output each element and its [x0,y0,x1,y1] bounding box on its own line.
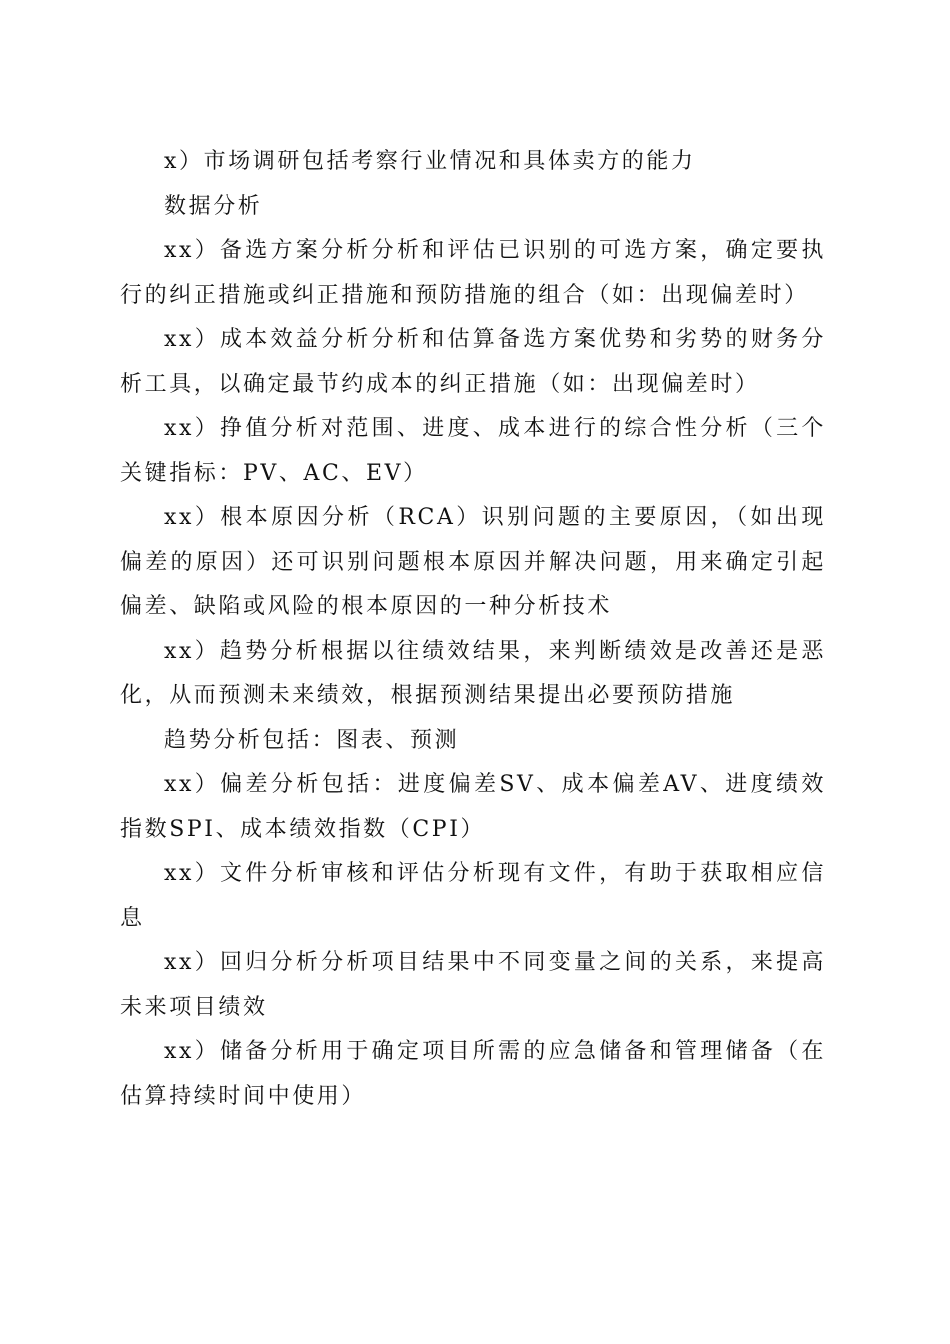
paragraph-root-cause-analysis: xx）根本原因分析（RCA）识别问题的主要原因，（如出现偏差的原因）还可识别问题根本原因并解决问题，用来确定引起偏差、缺陷或风险的根本原因的一种分析技术 [120,505,826,619]
paragraph-earned-value-analysis: xx）挣值分析对范围、进度、成本进行的综合性分析（三个关键指标：PV、AC、EV） [120,416,826,486]
paragraph-reserve-analysis: xx）储备分析用于确定项目所需的应急储备和管理储备（在估算持续时间中使用） [120,1039,826,1109]
paragraph-data-analysis-heading: 数据分析 [164,193,263,219]
paragraph-regression-analysis: xx）回归分析分析项目结果中不同变量之间的关系，来提高未来项目绩效 [120,950,826,1020]
paragraph-alternatives-analysis: xx）备选方案分析分析和评估已识别的可选方案，确定要执行的纠正措施或纠正措施和预防措施的组合（如：出现偏差时） [120,238,826,308]
document-body [120,140,826,1119]
paragraph-cost-benefit-analysis: xx）成本效益分析分析和估算备选方案优势和劣势的财务分析工具，以确定最节约成本的纠正措施（如：出现偏差时） [120,327,826,397]
paragraph-document-analysis: xx）文件分析审核和评估分析现有文件，有助于获取相应信息 [120,861,826,931]
paragraph-variance-analysis: xx）偏差分析包括：进度偏差SV、成本偏差AV、进度绩效指数SPI、成本绩效指数（CPI） [120,772,826,842]
paragraph-market-research: x）市场调研包括考察行业情况和具体卖方的能力 [164,149,696,174]
paragraph-trend-analysis-includes: 趋势分析包括：图表、预测 [164,727,460,753]
paragraph-trend-analysis: xx）趋势分析根据以往绩效结果，来判断绩效是改善还是恶化，从而预测未来绩效，根据预测结果提出必要预防措施 [120,638,826,708]
